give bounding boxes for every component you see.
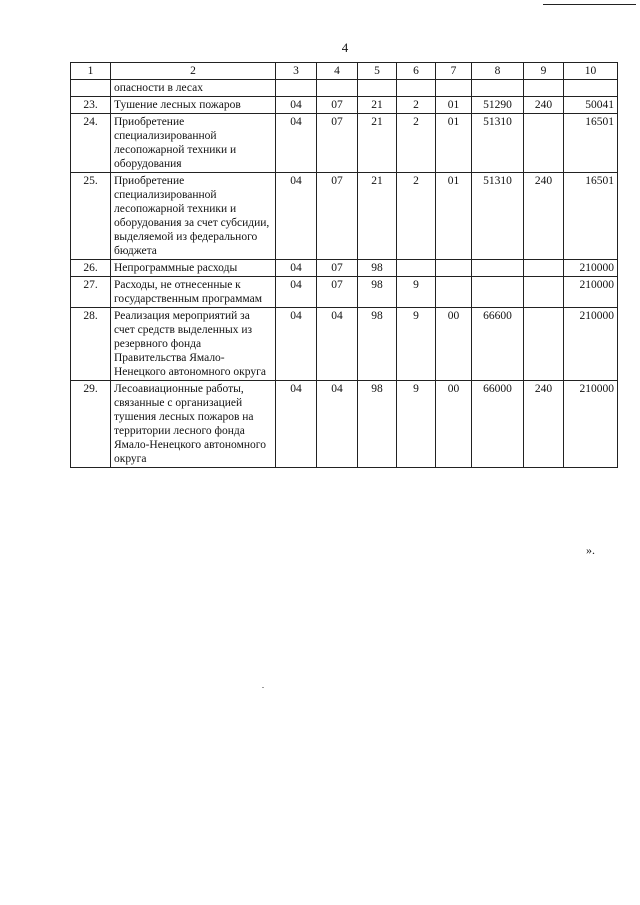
cell-col3: 04 [276, 308, 317, 381]
cell-col5: 98 [358, 381, 397, 468]
row-name: Расходы, не отнесенные к государственным программам [111, 277, 276, 308]
table-row [71, 277, 618, 308]
cell-col3: 04 [276, 97, 317, 114]
cell-col5: 21 [358, 173, 397, 260]
cell-col10: 210000 [564, 277, 618, 308]
row-name: Приобретение специализированной лесопожарной техники и оборудования [111, 114, 276, 173]
table-row [71, 173, 618, 260]
column-number: 5 [358, 63, 397, 80]
cell-col10: 210000 [564, 308, 618, 381]
cell-col6: 9 [397, 381, 436, 468]
continued-text: опасности в лесах [111, 80, 276, 97]
cell-col6: 2 [397, 114, 436, 173]
row-number: 27. [71, 277, 111, 308]
cell-col3: 04 [276, 277, 317, 308]
cell-col10: 210000 [564, 260, 618, 277]
cell-col4: 07 [317, 277, 358, 308]
cell-col6: 2 [397, 173, 436, 260]
row-number: 25. [71, 173, 111, 260]
column-number: 9 [524, 63, 564, 80]
scan-speck [262, 687, 264, 688]
page-number: 4 [341, 40, 349, 55]
cell-col5: 98 [358, 260, 397, 277]
cell-col4: 07 [317, 114, 358, 173]
cell-col9 [524, 114, 564, 173]
cell-col8: 66600 [472, 308, 524, 381]
cell-col4: 07 [317, 260, 358, 277]
row-number: 23. [71, 97, 111, 114]
cell-col6: 2 [397, 97, 436, 114]
cell-col4: 04 [317, 308, 358, 381]
cell-col8: 66000 [472, 381, 524, 468]
cell-col3: 04 [276, 114, 317, 173]
row-name: Непрограммные расходы [111, 260, 276, 277]
cell-col7: 01 [436, 114, 472, 173]
cell-col3: 04 [276, 173, 317, 260]
cell-col5: 21 [358, 114, 397, 173]
cell-col4: 04 [317, 381, 358, 468]
table-row [71, 97, 618, 114]
cell-col6 [397, 260, 436, 277]
cell-col5: 98 [358, 277, 397, 308]
cell-col3: 04 [276, 381, 317, 468]
row-name: Приобретение специализированной лесопожарной техники и оборудования за счет субсидии, выделяемой из федерального бюджета [111, 173, 276, 260]
cell-col9: 240 [524, 97, 564, 114]
cell-col9 [524, 260, 564, 277]
cell-col6: 9 [397, 277, 436, 308]
row-name: Реализация мероприятий за счет средств выделенных из резервного фонда Правительства Ямало-Ненецкого автономного округа [111, 308, 276, 381]
row-name: Тушение лесных пожаров [111, 97, 276, 114]
row-number: 28. [71, 308, 111, 381]
cell-col8: 51310 [472, 114, 524, 173]
closing-quote-mark: ». [586, 543, 595, 557]
cell-col5: 21 [358, 97, 397, 114]
column-number: 2 [111, 63, 276, 80]
table-row [71, 381, 618, 468]
row-number: 29. [71, 381, 111, 468]
row-number: 24. [71, 114, 111, 173]
cell-col7 [436, 277, 472, 308]
cell-col8 [472, 260, 524, 277]
column-number: 10 [564, 63, 618, 80]
cell-col9 [524, 308, 564, 381]
table-row [71, 114, 618, 173]
cell-col8: 51310 [472, 173, 524, 260]
table-row-continued [71, 80, 618, 97]
row-name: Лесоавиационные работы, связанные с организацией тушения лесных пожаров на территории лесного фонда Ямало-Ненецкого автономного округа [111, 381, 276, 468]
cell-col10: 210000 [564, 381, 618, 468]
cell-col10: 16501 [564, 114, 618, 173]
table-row [71, 308, 618, 381]
cell-col7 [436, 260, 472, 277]
column-number: 1 [71, 63, 111, 80]
cell-col9: 240 [524, 173, 564, 260]
column-number-row [71, 63, 618, 80]
table-row [71, 260, 618, 277]
cell-col9 [524, 277, 564, 308]
row-number: 26. [71, 260, 111, 277]
cell-col7: 01 [436, 173, 472, 260]
column-number: 7 [436, 63, 472, 80]
cell-col9: 240 [524, 381, 564, 468]
column-number: 4 [317, 63, 358, 80]
cell-col3: 04 [276, 260, 317, 277]
column-number: 3 [276, 63, 317, 80]
cell-col6: 9 [397, 308, 436, 381]
cell-col8 [472, 277, 524, 308]
cell-col7: 00 [436, 308, 472, 381]
cell-col10: 16501 [564, 173, 618, 260]
column-number: 8 [472, 63, 524, 80]
cell-col4: 07 [317, 97, 358, 114]
cell-col7: 01 [436, 97, 472, 114]
top-rule [543, 4, 636, 5]
budget-table [70, 62, 618, 468]
cell-col7: 00 [436, 381, 472, 468]
cell-col4: 07 [317, 173, 358, 260]
cell-col8: 51290 [472, 97, 524, 114]
cell-col5: 98 [358, 308, 397, 381]
column-number: 6 [397, 63, 436, 80]
cell-col10: 50041 [564, 97, 618, 114]
